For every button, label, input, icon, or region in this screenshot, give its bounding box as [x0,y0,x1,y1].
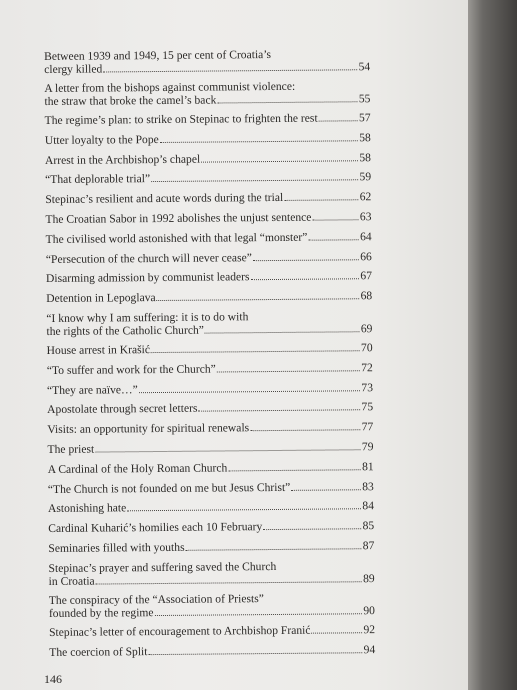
dot-leader [151,171,359,183]
dot-leader [319,111,358,121]
toc-entry-title: Utter loyalty to the Pope [44,132,159,147]
dot-leader [103,60,357,72]
toc-entry-page: 73 [361,380,374,394]
toc-entry [46,309,372,344]
toc-entry-title: The Croatian Sabor in 1992 abolishes the unjust sentence [45,210,312,226]
dot-leader [250,270,359,281]
toc-entry-page: 66 [360,249,372,263]
toc-entry-title: “They are naïve…” [46,382,138,397]
dot-leader [263,519,361,530]
toc-entry-page: 59 [359,170,372,184]
toc-entry-title: Detention in Lepoglava [46,291,156,306]
toc-entry-page: 54 [358,60,371,74]
toc-entry-page: 62 [359,190,372,204]
dot-leader [308,230,359,240]
toc-entry-page: 77 [361,420,374,434]
toc-entry-title: Arrest in the Archbishop’s chapel [44,152,201,167]
toc-entry-title: Stepinac’s resilient and acute words during the trial [45,191,284,207]
toc-entry-title: Astonishing hate [47,501,127,516]
toc-entry-title: Seminaries filled with youths [48,540,185,555]
dot-leader [148,643,362,655]
toc-entry-title: clergy killed [44,62,103,76]
toc-entry-title: Disarming admission by communist leaders [45,270,250,286]
toc-entry-page: 58 [359,150,372,164]
toc-entry-title: The civilised world astonished with that legal “monster” [45,230,308,246]
toc-entry [49,591,375,626]
toc-entry-title: A Cardinal of the Holy Roman Church [47,461,228,476]
toc-entry-title: the straw that broke the camel’s back [44,93,217,108]
dot-leader [139,381,361,393]
toc-entry-title-line1: Stepinac’s prayer and suffering saved the Church [48,559,277,575]
toc-entry-title: the rights of the Catholic Church” [46,323,204,338]
toc-entry-title-line1: A letter from the bishops against communist violence: [44,79,296,95]
dot-leader [201,151,358,162]
toc-entry [49,643,375,666]
dot-leader [151,341,360,353]
toc-entry-title: The regime’s plan: to strike on Stepinac to frighten the rest [44,111,318,127]
toc-entry [44,47,370,82]
dot-leader [228,460,361,471]
toc-entry-page: 55 [358,92,371,106]
dot-leader [291,480,361,491]
toc-entry-title-line1: “I know why I am suffering: it is to do with [46,310,249,325]
toc-entry-title: in Croatia [48,574,95,588]
dot-leader [96,572,362,584]
dot-leader [95,440,361,452]
toc-entry-page: 69 [360,322,373,336]
toc-entry-page: 89 [362,571,375,585]
toc-entry-title: Stepinac’s letter of encouragement to Archbishop Franić [49,623,311,639]
dot-leader [253,250,359,261]
toc-entry-title: House arrest in Krašić [46,343,151,357]
toc-entry-page: 70 [360,341,373,355]
toc-entry-page: 90 [363,603,375,617]
toc-entry-title: “Persecution of the church will never cease” [45,250,252,266]
toc-entry-page: 92 [363,622,376,636]
dot-leader [160,131,358,143]
toc-entry-title: Visits: an opportunity for spiritual renewals [47,421,250,437]
dot-leader [154,604,362,616]
toc-entry-page: 94 [363,642,376,656]
toc-entry-title-line1: The conspiracy of the “Association of Priests” [48,591,264,607]
toc-entry-title: Apostolate through secret letters [47,402,198,417]
toc-entry [48,559,374,594]
dot-leader [312,210,359,220]
toc-entry-page: 75 [361,400,374,414]
toc-entry-title: founded by the regime [48,605,154,620]
toc-entry-page: 79 [361,440,374,454]
toc-entry-page: 84 [362,499,375,513]
page-edge-shadow [468,0,517,690]
toc-entry-title-line1: Between 1939 and 1949, 15 per cent of Croatia’s [44,48,272,63]
toc-entry-page: 64 [359,229,372,244]
toc-entry-page: 83 [362,479,374,493]
toc-entry-page: 63 [359,210,372,224]
dot-leader [198,401,360,412]
toc-entry-title: “To suffer and work for the Church” [46,362,216,377]
toc-entry [44,79,370,114]
toc-entry-page: 72 [361,360,373,375]
dot-leader [311,623,362,633]
toc-entry-title: The coercion of Split [49,644,148,659]
toc-entry-page: 87 [362,539,375,553]
dot-leader [217,361,361,372]
toc-entry-title: The priest [47,442,95,456]
dot-leader [284,190,359,201]
toc-entry-page: 68 [360,289,373,303]
dot-leader [127,500,361,512]
toc-entry-page: 58 [359,130,371,145]
dot-leader [157,289,360,301]
toc-entry-title: “That deplorable trial” [45,172,151,187]
dot-leader [250,420,361,431]
table-of-contents [44,47,375,665]
toc-entry-page: 67 [360,269,373,283]
toc-entry-page: 85 [362,519,375,533]
toc-entry-title: “The Church is not founded on me but Jesus Christ” [47,480,291,496]
toc-entry-title: Cardinal Kuharić’s homilies each 10 February [48,520,263,536]
dot-leader [217,92,358,103]
dot-leader [205,322,360,333]
toc-entry-page: 57 [358,111,371,125]
dot-leader [186,539,362,551]
page-number: 146 [44,672,62,686]
toc-entry-page: 81 [361,459,374,473]
